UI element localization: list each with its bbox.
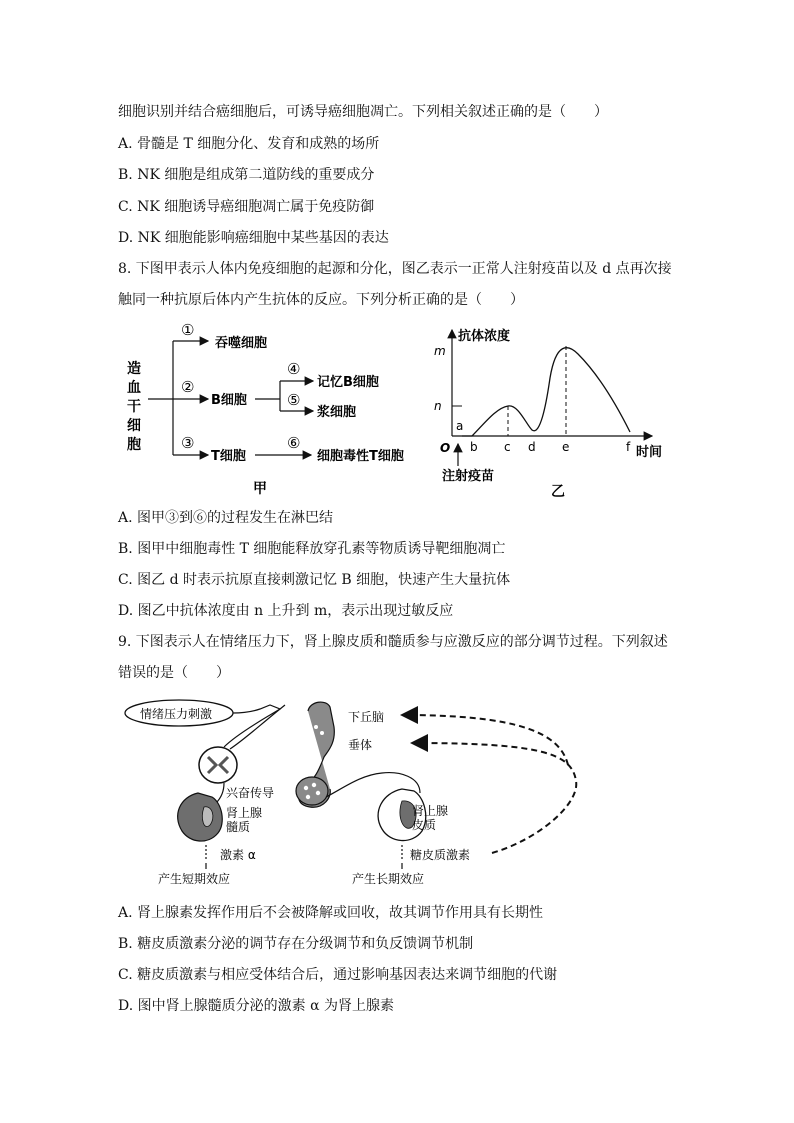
source-char-3: 干: [127, 399, 141, 415]
q8-stem-line2: 触同一种抗原后体内产生抗体的反应。下列分析正确的是（ ）: [118, 292, 524, 308]
short-effect-label: 产生短期效应: [158, 872, 231, 886]
x-tick-a: a: [456, 419, 464, 433]
q9-stem-line2: 错误的是（ ）: [118, 665, 230, 681]
num-3: ③: [181, 434, 195, 452]
x-axis-label: 时间: [636, 445, 663, 460]
source-char-5: 胞: [127, 437, 141, 453]
q8-option-d: D. 图乙中抗体浓度由 n 上升到 m，表示出现过敏反应: [118, 603, 454, 619]
q8-figure-jia: [115, 315, 435, 500]
num-6: ⑥: [287, 434, 301, 452]
q8-figure-yi: [420, 318, 680, 503]
stimulus-label: 情绪压力刺激: [140, 707, 213, 721]
x-tick-f: f: [626, 440, 631, 454]
ctl-label: 细胞毒性T细胞: [317, 449, 404, 464]
excitation-label: 兴奋传导: [226, 786, 275, 800]
descending-nerve: [230, 705, 285, 749]
hypothalamus-label: 下丘脑: [348, 710, 385, 724]
phagocyte-label: 吞噬细胞: [215, 336, 268, 351]
adrenal-medulla-shape: [178, 793, 223, 841]
neuron-dot: [320, 731, 324, 735]
pituitary-dot: [316, 791, 320, 795]
y-axis-label: 抗体浓度: [458, 329, 511, 344]
feedback-to-hypothalamus: [402, 715, 568, 765]
x-tick-e: e: [562, 440, 570, 454]
pituitary-shape: [296, 777, 328, 805]
feedback-to-pituitary: [412, 743, 576, 853]
motor-nerve: [216, 783, 224, 803]
num-4: ④: [287, 360, 301, 378]
pituitary-dot: [312, 783, 316, 787]
antibody-curve: [462, 348, 630, 436]
q9-option-b: B. 糖皮质激素分泌的调节存在分级调节和负反馈调节机制: [118, 936, 474, 952]
q7-stem: 细胞识别并结合癌细胞后，可诱导癌细胞凋亡。下列相关叙述正确的是（ ）: [118, 104, 608, 120]
plasma-label: 浆细胞: [317, 405, 357, 420]
pituitary-dot: [304, 786, 308, 790]
num-1: ①: [181, 321, 195, 339]
source-char-1: 造: [127, 361, 141, 377]
q7-option-a: A. 骨髓是 T 细胞分化、发育和成熟的场所: [118, 136, 380, 152]
neuron-dot: [314, 725, 318, 729]
y-tick-m: m: [434, 344, 446, 358]
q7-option-d: D. NK 细胞能影响癌细胞中某些基因的表达: [118, 230, 389, 246]
x-tick-b: b: [470, 440, 478, 454]
q7-option-c: C. NK 细胞诱导癌细胞凋亡属于免疫防御: [118, 199, 375, 215]
q9-option-d: D. 图中肾上腺髓质分泌的激素 α 为肾上腺素: [118, 998, 394, 1014]
q8-option-c: C. 图乙 d 时表示抗原直接刺激记忆 B 细胞，快速产生大量抗体: [118, 572, 511, 588]
x-tick-c: c: [504, 440, 511, 454]
glucocorticoid-label: 糖皮质激素: [410, 848, 471, 862]
source-char-2: 血: [127, 380, 141, 396]
medulla-label-1: 肾上腺: [226, 806, 263, 820]
pituitary-dot: [306, 795, 310, 799]
memory-b-label: 记忆B细胞: [317, 375, 379, 390]
num-2: ②: [181, 378, 195, 396]
medulla-inner: [202, 807, 212, 827]
q7-option-b: B. NK 细胞是组成第二道防线的重要成分: [118, 167, 375, 183]
x-tick-d: d: [528, 440, 536, 454]
caption-jia: 甲: [253, 481, 267, 497]
medulla-label-2: 髓质: [226, 820, 251, 834]
b-cell-label: B细胞: [211, 393, 247, 408]
q9-stem-line1: 9. 下图表示人在情绪压力下，肾上腺皮质和髓质参与应激反应的部分调节过程。下列叙述: [118, 634, 668, 650]
pituitary-label: 垂体: [348, 738, 373, 752]
q8-stem-line1: 8. 下图甲表示人体内免疫细胞的起源和分化，图乙表示一正常人注射疫苗以及 d 点再次接: [118, 261, 672, 277]
q8-option-b: B. 图甲中细胞毒性 T 细胞能释放穿孔素等物质诱导靶细胞凋亡: [118, 541, 506, 557]
source-char-4: 细: [127, 418, 141, 434]
hormone-alpha-label: 激素 α: [220, 848, 256, 862]
q9-option-c: C. 糖皮质激素与相应受体结合后，通过影响基因表达来调节细胞的代谢: [118, 967, 558, 983]
origin-label: O: [440, 441, 451, 455]
cortex-label-1: 肾上腺: [412, 804, 449, 818]
injection-label: 注射疫苗: [442, 469, 495, 484]
caption-yi: 乙: [551, 484, 565, 500]
q9-figure: [120, 693, 590, 893]
neuron-dot: [311, 737, 315, 741]
long-effect-label: 产生长期效应: [352, 872, 425, 886]
q9-option-a: A. 肾上腺素发挥作用后不会被降解或回收，故其调节作用具有长期性: [118, 905, 544, 921]
y-tick-n: n: [434, 399, 442, 413]
t-cell-label: T细胞: [211, 449, 246, 464]
num-5: ⑤: [287, 391, 301, 409]
q8-option-a: A. 图甲③到⑥的过程发生在淋巴结: [118, 510, 334, 526]
cortex-label-2: 皮质: [412, 818, 437, 832]
